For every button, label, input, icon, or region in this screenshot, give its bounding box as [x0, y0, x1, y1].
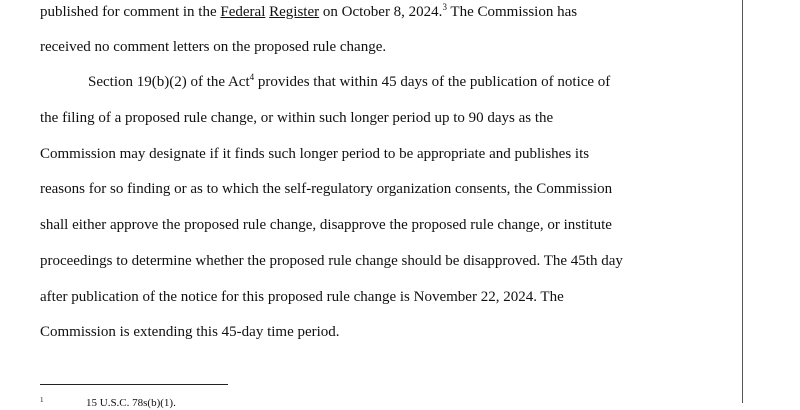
body-text-line: after publication of the notice for this proposed rule change is November 22, 2024. The: [40, 289, 564, 305]
body-text-line: reasons for so finding or as to which the self-regulatory organization consents, the Commission: [40, 181, 613, 197]
page-edge: [742, 0, 743, 403]
body-text-line: shall either approve the proposed rule change, disapprove the proposed rule change, or institute: [40, 217, 612, 233]
footnote-separator: [40, 384, 228, 385]
body-text-line: received no comment letters on the proposed rule change.: [40, 39, 387, 55]
body-text-line: published for comment in the Federal Register on October 8, 2024.$^3$ The Commission has: [40, 2, 578, 20]
footnote-ref: 3: [442, 2, 447, 12]
body-text-line: proceedings to determine whether the proposed rule change should be disapproved. The 45th day: [40, 253, 623, 269]
register-underline: Register: [269, 4, 320, 20]
federal-register-underline: Federal: [220, 4, 266, 20]
footnote-number: 1: [40, 396, 44, 404]
footnote-ref: 4: [249, 72, 255, 82]
body-text-line: Commission may designate if it finds such longer period to be appropriate and publishes its: [40, 146, 590, 162]
body-text-line: Commission is extending this 45-day time period.: [40, 324, 340, 340]
body-text-line: the filing of a proposed rule change, or within such longer period up to 90 days as the: [40, 110, 554, 126]
footnote: [40, 393, 176, 410]
footnote-text: 15 U.S.C. 78s(b)(1).: [86, 397, 176, 409]
paragraph-first-line: Section 19(b)(2) of the Act$^4$ provides that within 45 days of the publication of notice of: [88, 72, 611, 90]
